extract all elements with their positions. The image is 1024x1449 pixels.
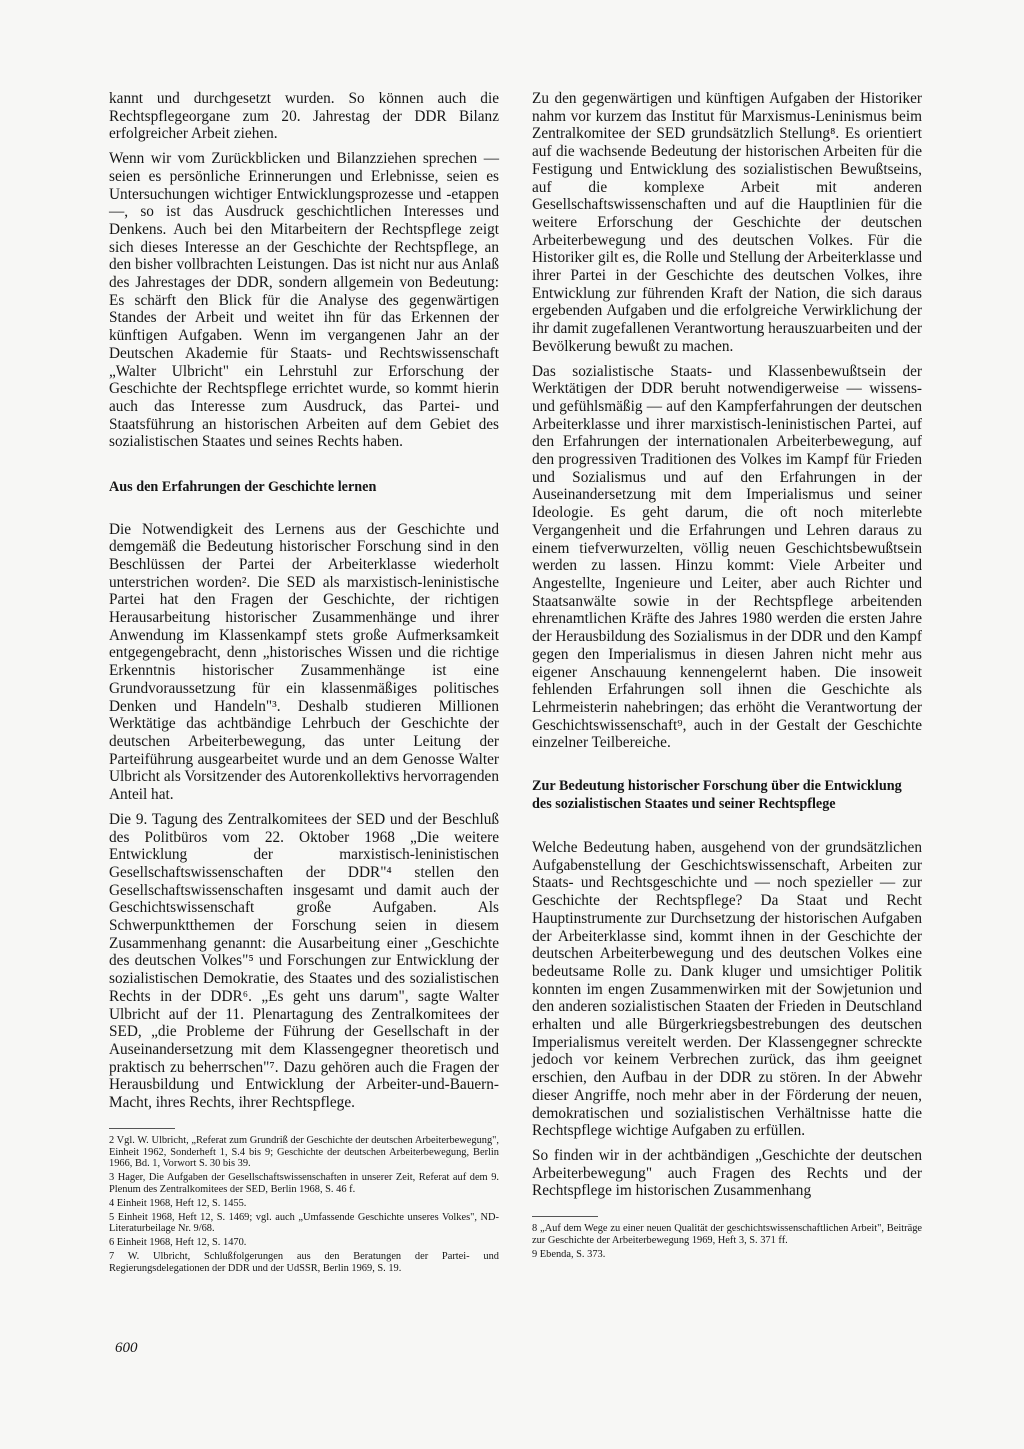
footnote: 4 Einheit 1968, Heft 12, S. 1455. — [109, 1197, 247, 1209]
footnotes — [532, 1216, 922, 1260]
body-paragraph: Die Notwendigkeit des Lernens aus der Geschichte und demgemäß die Bedeutung historischer Forschung sind in den Beschlüssen der Partei der Arbeiterklasse wiederholt unterstrichen worden². Die SED als marxistisch-leninistische Partei hat den Fragen der Geschichte, der richtigen Herausarbeitung historischer Zusammenhänge und ihrer Anwendung im Klassenkampf stets große Aufmerksamkeit entgegengebracht, denn „historisches Wissen und die richtige Erkenntnis historischer Zusammenhänge ist eine Grundvoraussetzung für ein klassenmäßiges politisches Denken und Handeln"³. Deshalb studieren Millionen Werktätige das achtbändige Lehrbuch der Geschichte der deutschen Arbeiterbewegung, das unter Leitung der Parteiführung ausgearbeitet wurde und an dem Genosse Walter Ulbricht als Vorsitzender des Autorenkollektivs hervorragenden Anteil hat. — [109, 520, 499, 804]
footnote: 6 Einheit 1968, Heft 12, S. 1470. — [109, 1237, 247, 1249]
body-paragraph: So finden wir in der achtbändigen „Geschichte der deutschen Arbeiterbewegung" auch Fragen des Rechts und der Rechtspflege im historischen Zusammenhang — [532, 1146, 922, 1200]
footnote: 2 Vgl. W. Ulbricht, „Referat zum Grundriß der Geschichte der deutschen Arbeiterbewegung", Einheit 1962, Sonderheft 1, S.4 bis 9; Geschichte der deutschen Arbeiterbewegung, Berlin 1966, Bd. 1, Vorwort S. 30 bis 39. — [109, 1134, 499, 1170]
footnote: 3 Hager, Die Aufgaben der Gesellschaftswissenschaften in unserer Zeit, Referat auf dem 9. Plenum des Zentralkomitees der SED, Berlin 1968, S. 46 f. — [109, 1172, 499, 1195]
body-paragraph: Wenn wir vom Zurückblicken und Bilanzziehen sprechen — seien es persönliche Erinnerungen und Erlebnisse, seien es Untersuchungen wichtiger Entwicklungsprozesse und -etappen —, so ist das Ausdruck geschichtlichen Interesses und Denkens. Auch bei den Mitarbeitern der Rechtspflege zeigt sich dieses Interesse an der Geschichte der Rechtspflege, an den bisher vollbrachten Leistungen. Das ist nicht nur aus Anlaß des Jahrestages der DDR, sondern allgemein von Bedeutung: Es schärft den Blick für die Analyse des gegenwärtigen Standes der Arbeit und weitet ihn für das Erkennen der künftigen Aufgaben. Wenn im vergangenen Jahr an der Deutschen Akademie für Staats- und Rechtswissenschaft „Walter Ulbricht" ein Lehrstuhl zur Erforschung der Geschichte der Rechtspflege errichtet wurde, so kommt hierin auch das Interesse zum Ausdruck, das Partei- und Staatsführung an historischen Arbeiten auf dem Gebiet des sozialistischen Staates und seines Rechts haben. — [109, 150, 499, 451]
section-heading: Zur Bedeutung historischer Forschung über die Entwicklung des sozialistischen Staates und seiner Rechtspflege — [532, 778, 902, 812]
left-column — [109, 90, 499, 1277]
body-paragraph: Welche Bedeutung haben, ausgehend von der grundsätzlichen Aufgabenstellung der Geschichtswissenschaft, Arbeiten zur Staats- und Rechtsgeschichte und — noch spezieller — zur Geschichte der Rechtspflege? Da Staat und Recht Hauptinstrumente zur Durchsetzung der historischen Aufgaben der Arbeiterklasse sind, kommt ihnen in der Geschichte der deutschen Arbeiterbewegung und des deutschen Volkes eine bedeutsame Rolle zu. Dank kluger und umsichtiger Politik konnten im engen Zusammenwirken mit der Sowjetunion und den anderen sozialistischen Staaten der Frieden in Deutschland erhalten und alle Bürgerkriegsbestrebungen des deutschen Imperialismus vereitelt werden. Der Klassengegner schreckte jedoch vor keinem Verbrechen zurück, das ihm geeignet erschien, den Aufbau in der DDR zu stören. In der Abwehr dieser Angriffe, noch mehr aber in der Förderung der neuen, demokratischen und sozialistischen Verhältnisse hatte die Rechtspflege wichtige Aufgaben zu erfüllen. — [532, 839, 922, 1140]
footnote: 7 W. Ulbricht, Schlußfolgerungen aus den Beratungen der Partei- und Regierungsdelegationen der DDR und der UdSSR, Berlin 1969, S. 19. — [109, 1250, 499, 1274]
footnotes — [109, 1128, 499, 1275]
footnote: 8 „Auf dem Wege zu einer neuen Qualität der geschichtswissenschaftlichen Arbeit", Beiträge zur Geschichte der Arbeiterbewegung 1969, Heft 3, S. 371 ff. — [532, 1223, 922, 1246]
body-paragraph: Zu den gegenwärtigen und künftigen Aufgaben der Historiker nahm vor kurzem das Institut für Marxismus-Leninismus beim Zentralkomitee der SED grundsätzlich Stellung⁸. Es orientiert auf die wachsende Bedeutung der historischen Arbeiten für die Festigung und Entwicklung des sozialistischen Bewußtseins, auf die komplexe Arbeit mit anderen Gesellschaftswissenschaften und auf die Hauptlinien für die weitere Erforschung der Geschichte der deutschen Arbeiterbewegung und des deutschen Volkes. Für die Historiker gilt es, die Rolle und Stellung der Arbeiterklasse und ihrer Partei in der Geschichte des deutschen Volkes, ihre Entwicklung zur führenden Kraft der Nation, die sich daraus ergebenden Aufgaben und die erfolgreiche Verwirklichung der ihr damit zugefallenen Verantwortung herauszuarbeiten und der Bevölkerung bewußt zu machen. — [532, 90, 922, 355]
footnote: 9 Ebenda, S. 373. — [532, 1248, 606, 1260]
footnote-divider — [109, 1128, 175, 1129]
right-column — [532, 90, 922, 1262]
body-paragraph: Die 9. Tagung des Zentralkomitees der SED und der Beschluß des Politbüros vom 22. Oktober 1968 „Die weitere Entwicklung der marxistisch-leninistischen Gesellschaftswissenschaften der DDR"⁴ stellen den Gesellschaftswissenschaften insgesamt und damit auch der Geschichtswissenschaft große Aufgaben. Als Schwerpunktthemen der Forschung seien in diesem Zusammenhang genannt: die Ausarbeitung einer „Geschichte des deutschen Volkes"⁵ und Forschungen zur Entwicklung der sozialistischen Demokratie, des Staates und des sozialistischen Rechts in der DDR⁶. „Es geht uns darum", sagte Walter Ulbricht auf der 11. Plenartagung des Zentralkomitees der SED, „die Probleme der Führung der Gesellschaft in der Auseinandersetzung mit dem Klassengegner theoretisch und praktisch zu beherrschen"⁷. Dazu gehören auch die Fragen der Herausbildung und Entwicklung der Arbeiter-und-Bauern-Macht, ihres Rechts, ihrer Rechtspflege. — [109, 810, 499, 1112]
section-heading: Aus den Erfahrungen der Geschichte lernen — [109, 479, 377, 496]
footnote-divider — [532, 1216, 598, 1217]
footnote: 5 Einheit 1968, Heft 12, S. 1469; vgl. auch „Umfassende Geschichte unseres Volkes", ND-Literaturbeilage Nr. 9/68. — [109, 1211, 499, 1235]
body-paragraph: Das sozialistische Staats- und Klassenbewußtsein der Werktätigen der DDR beruht notwendigerweise — wissens- und gefühlsmäßig — auf den Kampferfahrungen der deutschen Arbeiterklasse und ihrer marxistisch-leninistischen Partei, auf den Erfahrungen der internationalen Arbeiterbewegung, auf den progressiven Traditionen des Volkes im Kampf für Frieden und Sozialismus und auf den Erfahrungen in der Auseinandersetzung mit dem Imperialismus und seiner Ideologie. Es geht darum, die oft noch miterlebte Vergangenheit und die Erfahrungen und Lehren daraus zu einem tiefverwurzelten, völlig neuen Geschichtsbewußtsein werden zu lassen. Hinzu kommt: Viele Arbeiter und Angestellte, Ingenieure und Leiter, aber auch Richter und Staatsanwälte sowie in der Rechtspflege arbeitenden ehrenamtlichen Kräfte des Jahres 1980 werden die ersten Jahre der Herausbildung des Sozialismus in der DDR und den Kampf gegen den Imperialismus in diesen Jahren nicht mehr aus eigener Anschauung kennengelernt haben. Die insoweit fehlenden Erfahrungen soll ihnen die Geschichte als Lehrmeisterin nahebringen; das erhöht die Verantwortung der Geschichtswissenschaft⁹, auch in der Gestalt der Geschichte einzelner Teilbereiche. — [532, 362, 922, 752]
page-number: 600 — [115, 1340, 138, 1356]
body-paragraph: kannt und durchgesetzt wurden. So können auch die Rechtspflegeorgane zum 20. Jahrestag der DDR Bilanz erfolgreicher Arbeit ziehen. — [109, 90, 499, 143]
